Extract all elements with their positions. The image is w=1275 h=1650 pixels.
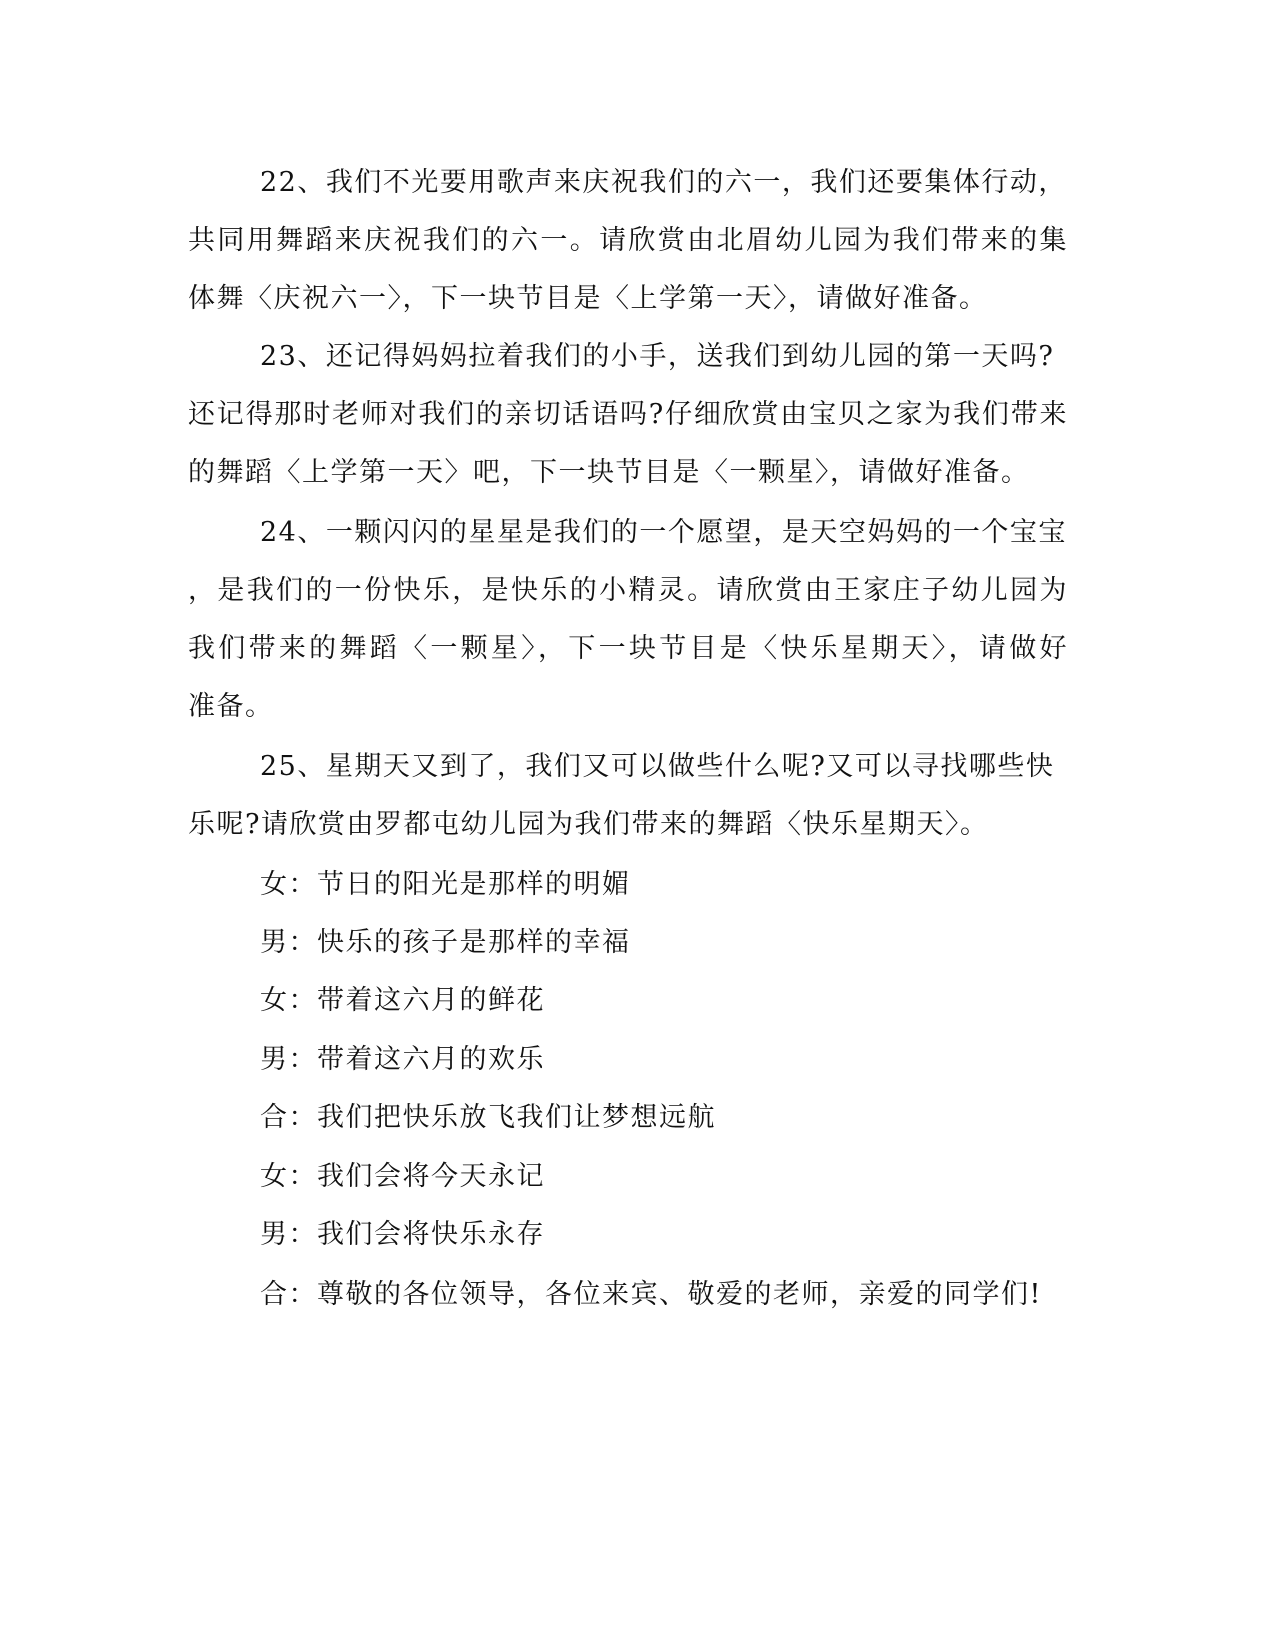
paragraph-23-line-1: 23、还记得妈妈拉着我们的小手，送我们到幼儿园的第一天吗? xyxy=(260,341,1055,372)
paragraph-24-line-3: 我们带来的舞蹈〈一颗星〉，下一块节目是〈快乐星期天〉，请做好 xyxy=(188,633,1068,664)
paragraph-25-line-1: 25、星期天又到了，我们又可以做些什么呢?又可以寻找哪些快 xyxy=(260,751,1055,782)
dialogue-line: 男：我们会将快乐永存 xyxy=(260,1219,545,1250)
paragraph-24-line-4: 准备。 xyxy=(188,691,274,722)
paragraph-23-line-2: 还记得那时老师对我们的亲切话语吗?仔细欣赏由宝贝之家为我们带来 xyxy=(188,399,1068,430)
dialogue-line: 女：带着这六月的鲜花 xyxy=(260,985,545,1016)
paragraph-22-line-2: 共同用舞蹈来庆祝我们的六一。请欣赏由北眉幼儿园为我们带来的集 xyxy=(188,225,1068,256)
paragraph-24-line-1: 24、一颗闪闪的星星是我们的一个愿望，是天空妈妈的一个宝宝 xyxy=(260,517,1067,548)
dialogue-line: 男：快乐的孩子是那样的幸福 xyxy=(260,927,631,958)
paragraph-25-line-2: 乐呢?请欣赏由罗都屯幼儿园为我们带来的舞蹈〈快乐星期天〉。 xyxy=(188,809,989,840)
dialogue-line: 女：节日的阳光是那样的明媚 xyxy=(260,869,631,900)
dialogue-line: 女：我们会将今天永记 xyxy=(260,1161,545,1192)
dialogue-line: 合：我们把快乐放飞我们让梦想远航 xyxy=(260,1102,716,1133)
dialogue-line: 男：带着这六月的欢乐 xyxy=(260,1044,545,1075)
paragraph-23-line-3: 的舞蹈〈上学第一天〉吧，下一块节目是〈一颗星〉，请做好准备。 xyxy=(188,457,1030,488)
paragraph-22-line-3: 体舞〈庆祝六一〉，下一块节目是〈上学第一天〉，请做好准备。 xyxy=(188,283,988,314)
paragraph-22-line-1: 22、我们不光要用歌声来庆祝我们的六一，我们还要集体行动， xyxy=(260,167,1067,198)
dialogue-line: 合：尊敬的各位领导，各位来宾、敬爱的老师，亲爱的同学们! xyxy=(260,1279,1042,1310)
paragraph-24-line-2: ，是我们的一份快乐，是快乐的小精灵。请欣赏由王家庄子幼儿园为 xyxy=(188,575,1068,606)
